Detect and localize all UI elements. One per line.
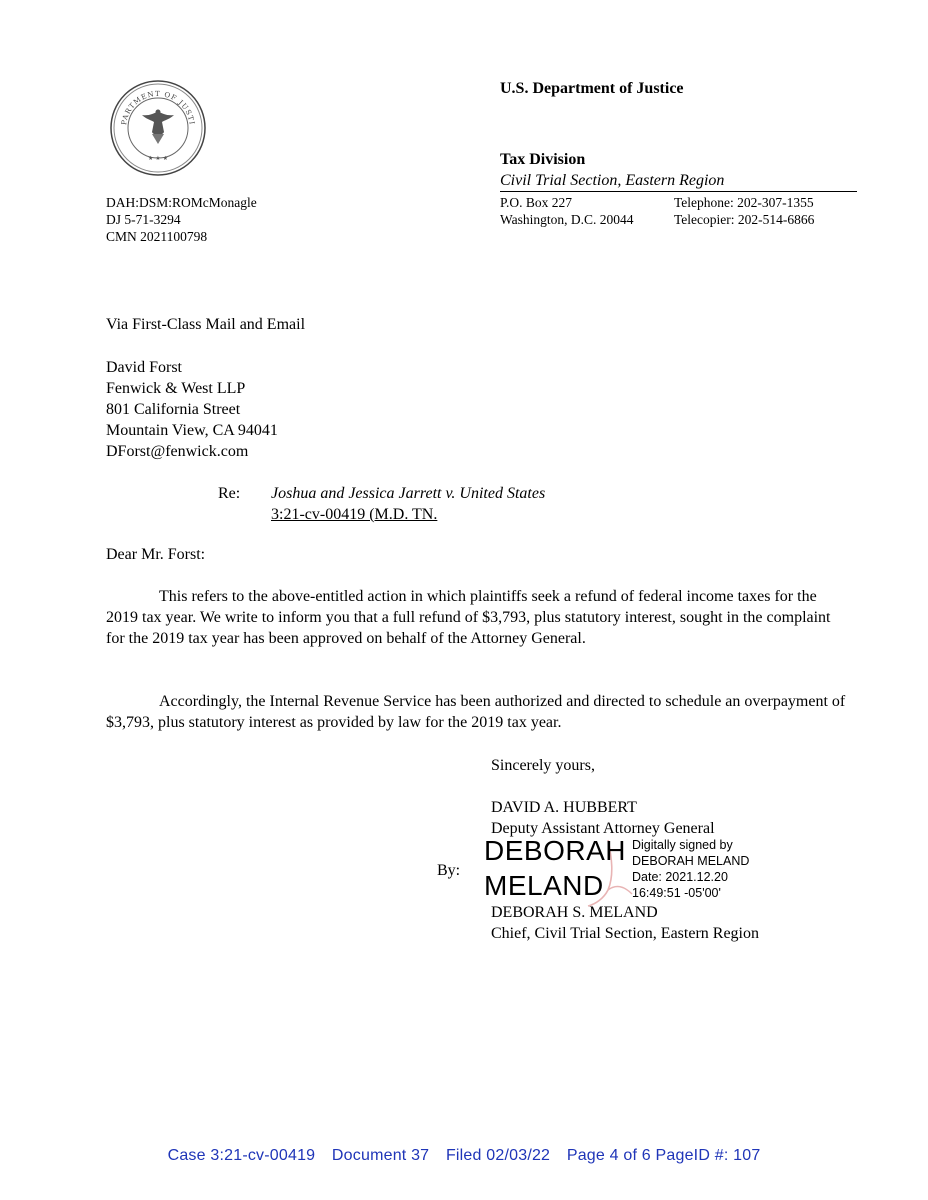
telecopier: Telecopier: 202-514-6866: [674, 212, 815, 227]
doj-seal: [108, 78, 208, 178]
signatory-block: [491, 902, 759, 944]
recipient-street: 801 California Street: [106, 401, 241, 418]
seal-text: PARTMENT OF JUSTI: [120, 89, 196, 126]
reference-line: DJ 5-71-3294: [106, 212, 181, 227]
signatory-title: Chief, Civil Trial Section, Eastern Region: [491, 925, 759, 942]
case-name: Joshua and Jessica Jarrett v. United States: [271, 485, 546, 502]
reference-line: DAH:DSM:ROMcMonagle: [106, 195, 257, 210]
office-contact: [674, 194, 814, 228]
re-case: [271, 483, 545, 525]
digital-signature-first-name: DEBORAH: [484, 835, 626, 866]
division-title: Tax Division: [500, 151, 586, 168]
svg-text:★ ★ ★: ★ ★ ★: [148, 155, 168, 162]
footer-case: Case 3:21-cv-00419: [167, 1147, 316, 1164]
signature-detail: Digitally signed by: [632, 838, 733, 852]
signature-detail: Date: 2021.12.20: [632, 870, 728, 884]
reference-line: CMN 2021100798: [106, 229, 208, 244]
signature-detail: DEBORAH MELAND: [632, 854, 750, 868]
recipient-name: David Forst: [106, 359, 182, 376]
court-filing-footer: [0, 1147, 928, 1165]
footer-filed: Filed 02/03/22: [445, 1147, 551, 1164]
signer-block: [491, 797, 715, 839]
recipient-address: [106, 357, 278, 462]
case-number: 3:21-cv-00419 (M.D. TN.: [271, 506, 438, 523]
delivery-method: Via First-Class Mail and Email: [106, 316, 306, 333]
re-label: Re:: [218, 485, 241, 502]
reference-codes: [106, 194, 257, 245]
address-line: P.O. Box 227: [500, 195, 573, 210]
footer-document: Document 37: [331, 1147, 430, 1164]
footer-page: Page 4 of 6 PageID #: 107: [566, 1147, 761, 1164]
signature-detail: 16:49:51 -05'00': [632, 886, 721, 900]
paragraph-text: Accordingly, the Internal Revenue Service has been authorized and directed to schedule an overpayment of $3,793, plus statutory interest as provided by law for the 2019 tax year.: [106, 693, 846, 731]
by-label: By:: [437, 862, 461, 879]
signer-title: Deputy Assistant Attorney General: [491, 820, 715, 837]
salutation: Dear Mr. Forst:: [106, 546, 206, 563]
signer-name: DAVID A. HUBBERT: [491, 799, 637, 816]
seal-icon: [108, 78, 208, 178]
header-divider: [500, 191, 857, 192]
recipient-email: DForst@fenwick.com: [106, 443, 249, 460]
paragraph-text: This refers to the above-entitled action in which plaintiffs seek a refund of federal income taxes for the 2019 tax year. We write to inform you that a full refund of $3,793, plus statutory interest, sought in the complaint for the 2019 tax year has been approved on behalf of the Attorney General.: [106, 588, 831, 647]
recipient-firm: Fenwick & West LLP: [106, 380, 246, 397]
digital-signature-last-name: MELAND: [484, 870, 604, 901]
recipient-city: Mountain View, CA 94041: [106, 422, 278, 439]
office-address: [500, 194, 634, 228]
body-paragraph-1: [106, 586, 846, 649]
department-title: U.S. Department of Justice: [500, 80, 684, 97]
closing: Sincerely yours,: [491, 757, 595, 774]
address-line: Washington, D.C. 20044: [500, 212, 634, 227]
body-paragraph-2: [106, 691, 846, 733]
signatory-name: DEBORAH S. MELAND: [491, 904, 658, 921]
telephone: Telephone: 202-307-1355: [674, 195, 814, 210]
digital-signature-details: [632, 837, 749, 901]
section-title: Civil Trial Section, Eastern Region: [500, 172, 725, 189]
